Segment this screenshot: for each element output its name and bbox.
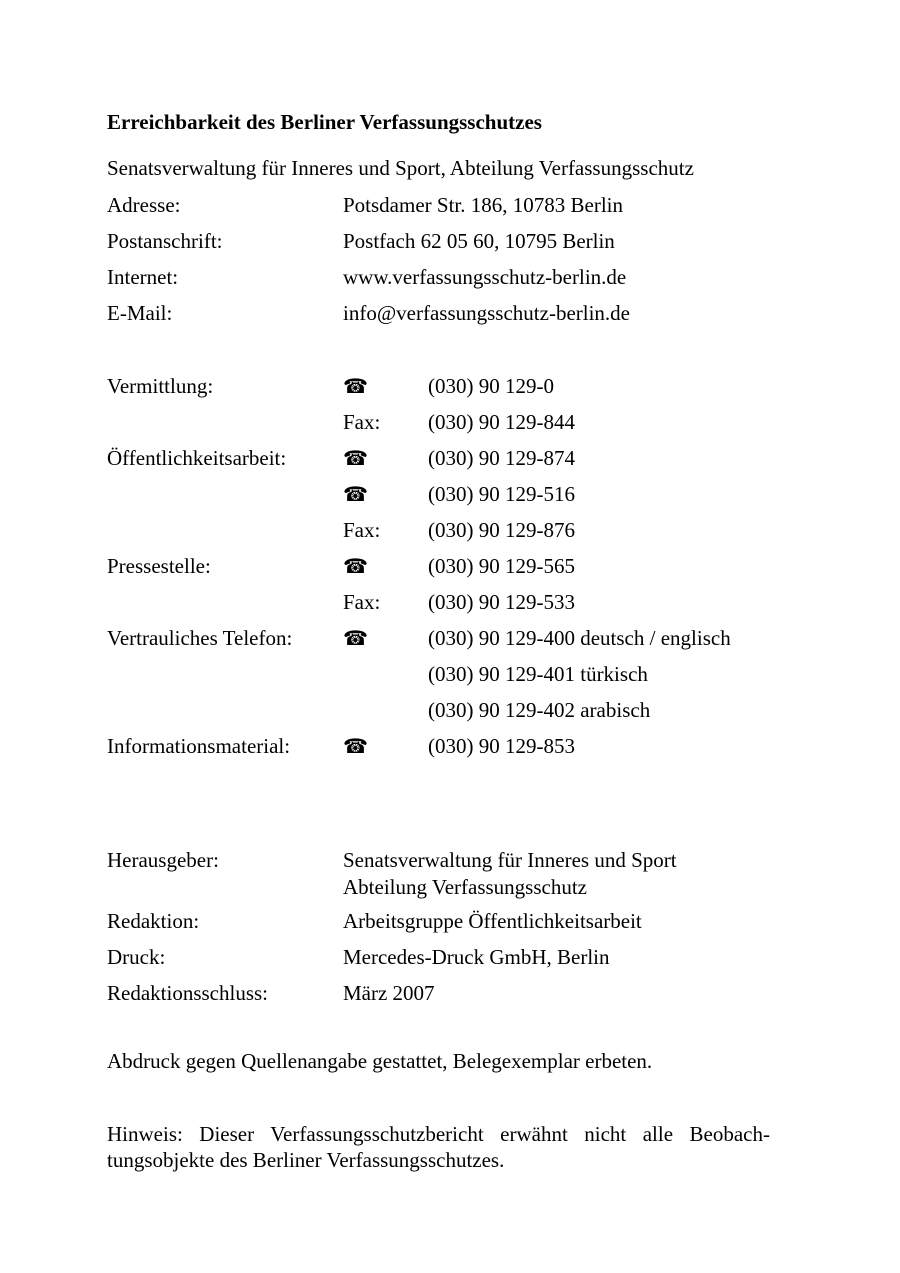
contact-label: Postanschrift: (107, 229, 223, 253)
print-row (107, 939, 787, 975)
deadline-value: März 2007 (343, 981, 435, 1005)
contact-row-address (107, 187, 787, 223)
phone-row (107, 476, 787, 512)
phone-label: Vertrauliches Telefon: (107, 626, 293, 650)
phone-row (107, 404, 787, 440)
phone-number[interactable]: (030) 90 129-844 (428, 410, 575, 434)
hint-paragraph: Hinweis: Dieser Verfassungsschutzbericht erwähnt nicht alle Beobach-tungsobjekte des Berliner Verfassungsschutzes. (107, 1122, 770, 1172)
editorial-row (107, 903, 787, 939)
contact-label: Adresse: (107, 193, 181, 217)
phone-number[interactable]: (030) 90 129-0 (428, 374, 554, 398)
publication-info (107, 842, 787, 1011)
editorial-value: Arbeitsgruppe Öffentlichkeitsarbeit (343, 909, 642, 933)
telephone-icon: ☎ (343, 626, 368, 650)
publisher-row (107, 842, 787, 903)
deadline-label: Redaktionsschluss: (107, 981, 268, 1005)
phone-row (107, 620, 787, 656)
telephone-icon: ☎ (343, 554, 368, 578)
fax-label: Fax: (343, 590, 381, 614)
phone-label: Öffentlichkeitsarbeit: (107, 446, 287, 470)
phone-number[interactable]: (030) 90 129-876 (428, 518, 575, 542)
phone-row (107, 692, 787, 728)
fax-label: Fax: (343, 518, 381, 542)
phone-label: Vermittlung: (107, 374, 214, 398)
editorial-label: Redaktion: (107, 909, 200, 933)
telephone-icon: ☎ (343, 482, 368, 506)
print-label: Druck: (107, 945, 166, 969)
phone-row (107, 368, 787, 404)
contact-row-postal (107, 223, 787, 259)
contact-table (107, 187, 787, 331)
phone-number[interactable]: (030) 90 129-402 arabisch (428, 698, 651, 722)
contact-label: Internet: (107, 265, 179, 289)
telephone-icon: ☎ (343, 446, 368, 470)
website-link[interactable]: www.verfassungsschutz-berlin.de (343, 265, 627, 289)
contact-row-internet (107, 259, 787, 295)
phone-row (107, 548, 787, 584)
phone-number[interactable]: (030) 90 129-533 (428, 590, 575, 614)
email-link[interactable]: info@verfassungsschutz-berlin.de (343, 301, 631, 325)
publisher-label: Herausgeber: (107, 848, 219, 872)
phone-row (107, 584, 787, 620)
phone-number[interactable]: (030) 90 129-853 (428, 734, 575, 758)
publisher-line1: Senatsverwaltung für Inneres und Sport (343, 848, 677, 872)
phone-label: Pressestelle: (107, 554, 211, 578)
phone-row (107, 512, 787, 548)
deadline-row (107, 975, 787, 1011)
publisher-line2: Abteilung Verfassungsschutz (343, 875, 587, 899)
telephone-icon: ☎ (343, 374, 368, 398)
phone-number[interactable]: (030) 90 129-516 (428, 482, 575, 506)
phone-row (107, 656, 787, 692)
phone-row (107, 728, 787, 764)
fax-label: Fax: (343, 410, 381, 434)
phone-number[interactable]: (030) 90 129-400 deutsch / englisch (428, 626, 731, 650)
address-value: Potsdamer Str. 186, 10783 Berlin (343, 193, 623, 217)
contact-label: E-Mail: (107, 301, 173, 325)
reprint-note: Abdruck gegen Quellenangabe gestattet, Belegexemplar erbeten. (107, 1049, 653, 1073)
phone-number[interactable]: (030) 90 129-565 (428, 554, 575, 578)
page-title: Erreichbarkeit des Berliner Verfassungsschutzes (107, 110, 542, 134)
phone-number[interactable]: (030) 90 129-874 (428, 446, 575, 470)
organization-name: Senatsverwaltung für Inneres und Sport, Abteilung Verfassungsschutz (107, 156, 694, 180)
phone-label: Informationsmaterial: (107, 734, 291, 758)
phone-row (107, 440, 787, 476)
postal-value: Postfach 62 05 60, 10795 Berlin (343, 229, 615, 253)
print-value: Mercedes-Druck GmbH, Berlin (343, 945, 610, 969)
phone-number[interactable]: (030) 90 129-401 türkisch (428, 662, 648, 686)
phone-table (107, 368, 787, 764)
contact-row-email (107, 295, 787, 331)
telephone-icon: ☎ (343, 734, 368, 758)
